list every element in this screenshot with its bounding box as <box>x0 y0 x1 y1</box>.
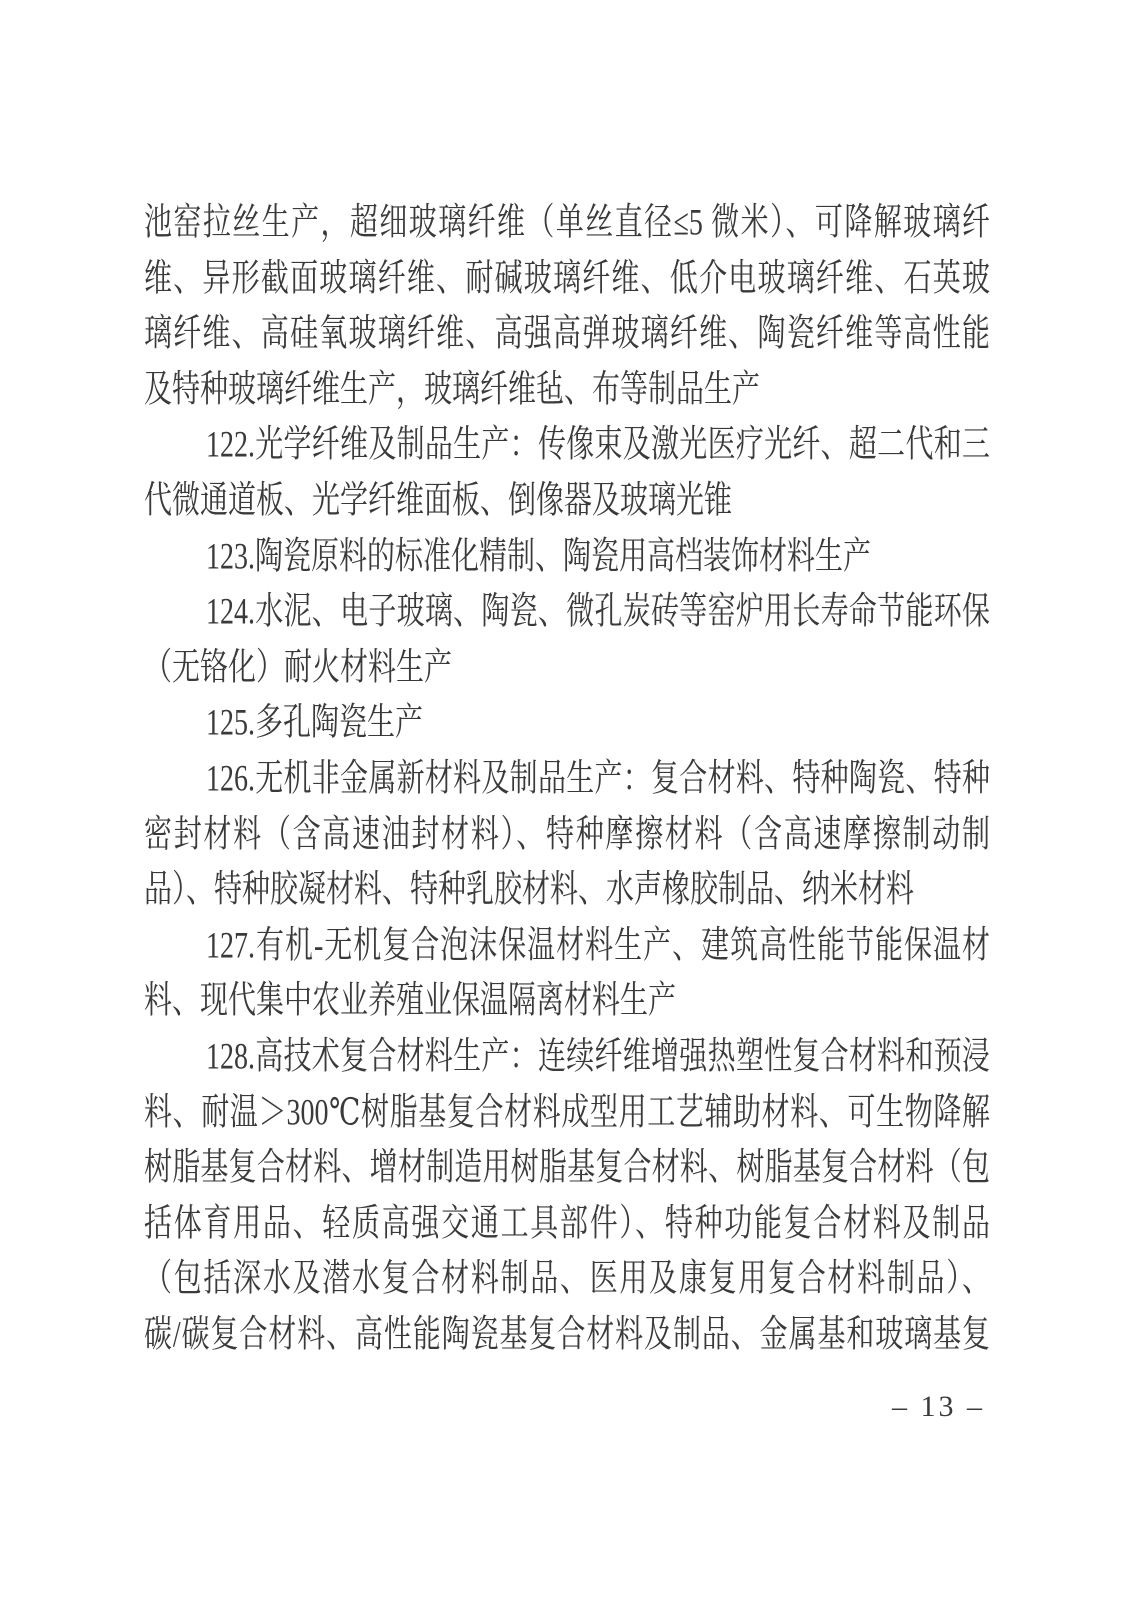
text-line: 123.陶瓷原料的标准化精制、陶瓷用高档装饰材料生产 <box>206 536 872 578</box>
text-line: 料、现代集中农业养殖业保温隔离材料生产 <box>144 981 677 1023</box>
text-line: 璃纤维、高硅氧玻璃纤维、高强高弹玻璃纤维、陶瓷纤维等高性能 <box>144 313 990 356</box>
text-line: 126.无机非金属新材料及制品生产：复合材料、特种陶瓷、特种 <box>206 758 990 800</box>
document-body <box>144 196 990 1363</box>
text-line: 料、耐温＞300℃树脂基复合材料成型用工艺辅助材料、可生物降解 <box>144 1092 990 1134</box>
text-line: 125.多孔陶瓷生产 <box>206 703 424 745</box>
text-line: 及特种玻璃纤维生产，玻璃纤维毡、布等制品生产 <box>144 369 761 411</box>
text-line: 122.光学纤维及制品生产：传像束及激光医疗光纤、超二代和三 <box>206 425 990 467</box>
text-line: 品）、特种胶凝材料、特种乳胶材料、水声橡胶制品、纳米材料 <box>144 869 915 912</box>
text-line: 128.高技术复合材料生产：连续纤维增强热塑性复合材料和预浸 <box>206 1036 990 1078</box>
text-line: 代微通道板、光学纤维面板、倒像器及玻璃光锥 <box>144 480 733 522</box>
text-line: （包括深水及潜水复合材料制品、医用及康复用复合材料制品）、 <box>144 1259 990 1301</box>
text-line: （无铬化）耐火材料生产 <box>144 647 453 689</box>
text-line: 127.有机-无机复合泡沫保温材料生产、建筑高性能节能保温材 <box>206 925 990 967</box>
text-line: 树脂基复合材料、增材制造用树脂基复合材料、树脂基复合材料（包 <box>144 1147 990 1190</box>
text-line: 密封材料（含高速油封材料）、特种摩擦材料（含高速摩擦制动制 <box>144 814 990 856</box>
text-line: 括体育用品、轻质高强交通工具部件）、特种功能复合材料及制品 <box>144 1203 990 1245</box>
text-line: 维、异形截面玻璃纤维、耐碱玻璃纤维、低介电玻璃纤维、石英玻 <box>144 258 990 300</box>
text-line: 碳/碳复合材料、高性能陶瓷基复合材料及制品、金属基和玻璃基复 <box>144 1314 990 1356</box>
text-line: 124.水泥、电子玻璃、陶瓷、微孔炭砖等窑炉用长寿命节能环保 <box>206 591 990 634</box>
text-line: 池窑拉丝生产，超细玻璃纤维（单丝直径≤5 微米）、可降解玻璃纤 <box>144 202 990 245</box>
page-number: – 13 – <box>892 1390 985 1423</box>
